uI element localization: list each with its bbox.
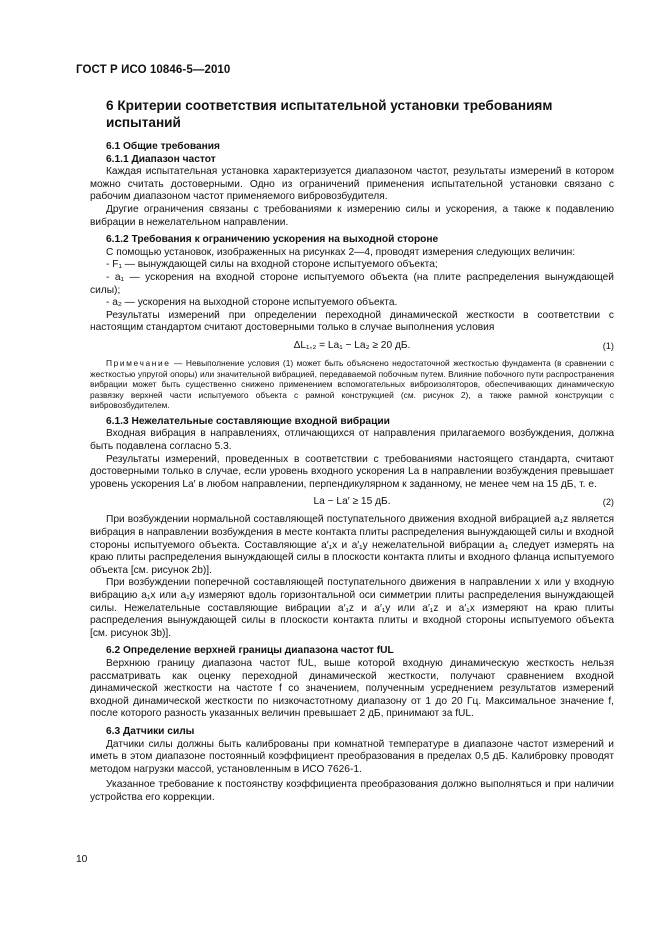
section-6-3-heading: 6.3 Датчики силы (106, 725, 195, 737)
note-label: Примечание (106, 357, 171, 368)
formula-expression: La − La′ ≥ 15 дБ. (313, 496, 391, 508)
section-6-1-heading: 6.1 Общие требования (106, 141, 220, 152)
paragraph: Указанное требование к постоянству коэффициента преобразования должно выполняться и при наличии устройства его коррекции. (90, 779, 614, 803)
paragraph: Верхнюю границу диапазона частот fUL, выше которой входную динамическую жесткость нельзя рассматривать как оценку переходной динамической жесткости, получают сравнением входной динамической жесткости на частоте f со значением, полученным усреднением результатов измерений входной динамической жесткости по низкочастотному диапазону от 1 до 20 Гц. Максимальное значение f, после которого разность указанных величин превышает 2 дБ, принимают за fUL. (90, 657, 614, 720)
page-content (90, 98, 614, 805)
paragraph: Датчики силы должны быть калиброваны при комнатной температуре в диапазоне частот измерений и иметь в этом диапазоне постоянный коэффициент преобразования в пределах 0,5 дБ. Калибровку проводят методом нагрузки массой, установленным в ИСО 7626-1. (90, 738, 614, 775)
paragraph: Каждая испытательная установка характеризуется диапазоном частот, результаты измерений в котором можно считать достоверными. Одно из ограничений применения испытательной установки связано с рабочим диапазоном частот применяемого вибровозбудителя. (90, 166, 614, 203)
section-6-1-3-heading: 6.1.3 Нежелательные составляющие входной вибрации (106, 415, 390, 427)
section-6-1-2-heading: 6.1.2 Требования к ограничению ускорения на выходной стороне (106, 234, 439, 246)
page-number: 10 (76, 854, 88, 865)
formula-number: (1) (602, 340, 614, 351)
list-item: - a₂ — ускорения на выходной стороне испытуемого объекта. (106, 297, 398, 309)
paragraph: При возбуждении нормальной составляющей поступательного движения входной вибрацией a₁z является вибрация в направлении возбуждения в месте контакта плиты распределения вынуждающей силы и входной стороны испытуемого объекта. Составляющие a′₁x и a′₁y нежелательной вибрации a₁ следует измерять на краю плиты распределения вынуждающей силы в плоскости контакта плиты и входного фланца испытуемого объекта [см. рисунок 2b)]. (90, 514, 614, 576)
paragraph: Результаты измерений при определении переходной динамической жесткости в соответствии с настоящим стандартом считают достоверными только в случае выполнения условия (90, 309, 614, 334)
formula-number: (2) (602, 497, 614, 508)
list-item: - a₁ — ускорения на входной стороне испытуемого объекта (на плите распределения вынуждающей силы); (90, 271, 614, 296)
section-6-heading: 6 Критерии соответствия испытательной установки требованиям испытаний (106, 98, 553, 130)
section-6-1-1-heading: 6.1.1 Диапазон частот (106, 153, 216, 165)
list-item: - F₁ — вынуждающей силы на входной стороне испытуемого объекта; (106, 259, 438, 271)
formula-2 (90, 493, 614, 511)
formula-1 (90, 337, 614, 355)
paragraph: Другие ограничения связаны с требованиями к измерению силы и ускорения, а также к подавлению вибрации в нежелательном направлении. (90, 203, 614, 228)
note (90, 358, 614, 411)
paragraph: С помощью установок, изображенных на рисунках 2—4, проводят измерения следующих величин: (106, 246, 576, 258)
paragraph: Результаты измерений, проведенных в соответствии с требованиями настоящего стандарта, считают достоверными только в случае, если уровень входного ускорения La в направлении возбуждения превышает уровень ускорения La′ в любом направлении, перпендикулярном к заданному, не менее чем на 15 дБ, т. е. (90, 453, 614, 490)
section-6-2-heading: 6.2 Определение верхней границы диапазона частот fUL (106, 645, 394, 657)
formula-expression: ΔL₁,₂ = La₁ − La₂ ≥ 20 дБ. (293, 339, 411, 351)
note-text: — Невыполнение условия (1) может быть объяснено недостаточной жесткостью фундамента (в сравнении с жесткостью упругой опоры) или значительной вибрацией, передаваемой побочным путем. Влияние побочного пути распространения вибрации может быть существенно снижено применением вспомогательных виброизоляторов, обеспечивающих динамическую развязку верхней части испытуемого объекта с рамной конструкцией (см. рисунок 2), а также рамной конструкции с вибровозбудителем. (90, 357, 614, 411)
standard-header: ГОСТ Р ИСО 10846-5—2010 (76, 64, 231, 76)
paragraph: При возбуждении поперечной составляющей поступательного движения в направлении x или y входную вибрацию a₁x или a₁y измеряют вдоль горизонтальной оси симметрии плиты распределения вынуждающей силы. Нежелательные составляющие вибрации a′₁z и a′₁y или a′₁z и a′₁x измеряют на краю плиты распределения вынуждающей силы в плоскости контакта плиты и входной стороны испытуемого объекта [см. рисунок 3b)]. (90, 577, 614, 639)
paragraph: Входная вибрация в направлениях, отличающихся от направления прилагаемого возбуждения, должна быть подавлена согласно 5.3. (90, 428, 614, 453)
